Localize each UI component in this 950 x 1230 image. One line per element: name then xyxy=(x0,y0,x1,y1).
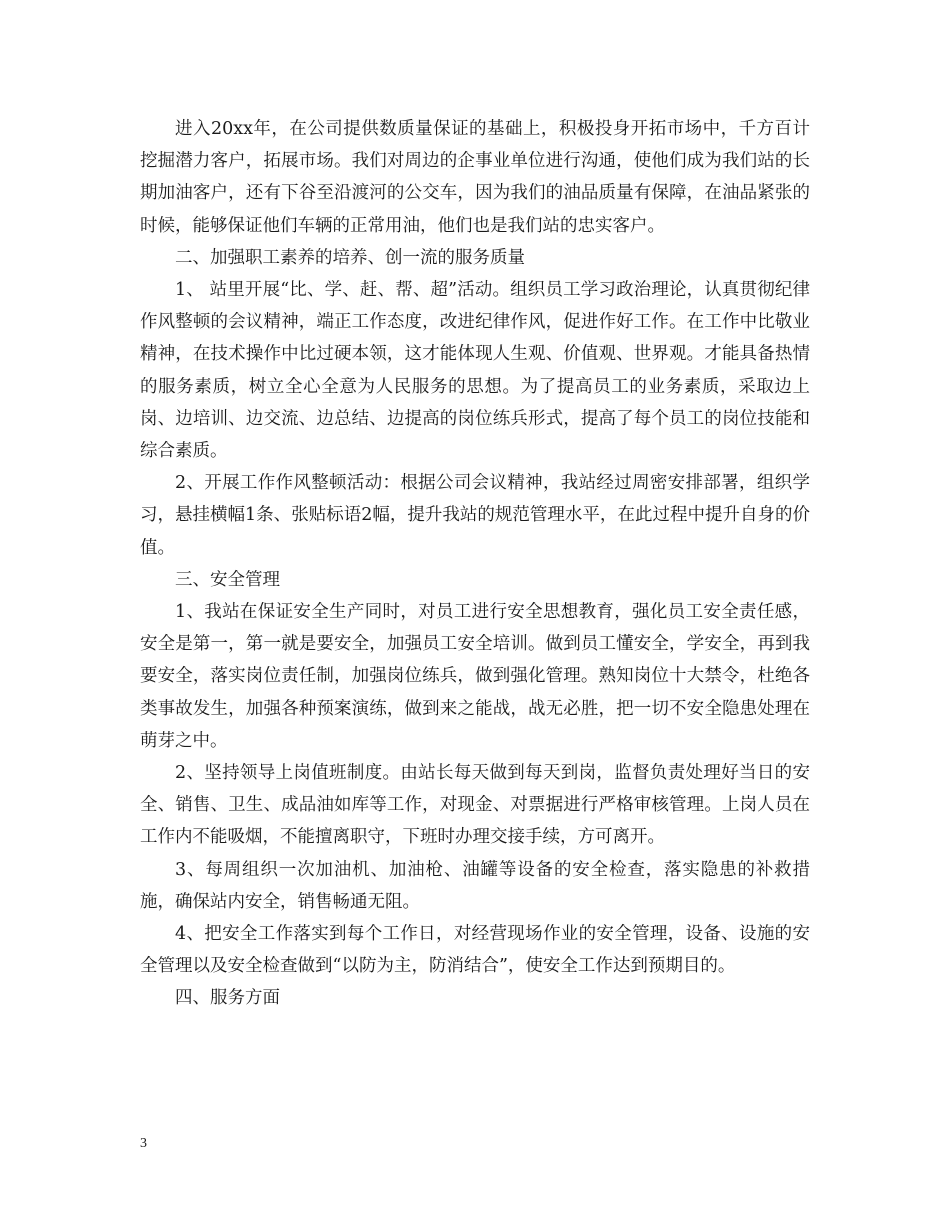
paragraph-daily-safety: 4、把安全工作落实到每个工作日，对经营现场作业的安全管理，设备、设施的安全管理以及安全检查做到“以防为主，防消结合”，使安全工作达到预期目的。 xyxy=(140,924,810,977)
paragraph-duty-system: 2、坚持领导上岗值班制度。由站长每天做到每天到岗，监督负责处理好当日的安全、销售、卫生、成品油如库等工作，对现金、对票据进行严格审核管理。上岗人员在工作内不能吸烟，不能擅离职守，下班时办理交接手续，方可离开。 xyxy=(140,763,810,848)
paragraph-safety-education: 1、我站在保证安全生产同时，对员工进行安全思想教育，强化员工安全责任感，安全是第一，第一就是要安全，加强员工安全培训。做到员工懂安全，学安全，再到我要安全，落实岗位责任制，加强岗位练兵，做到强化管理。熟知岗位十大禁令，杜绝各类事故发生，加强各种预案演练，做到来之能战，战无必胜，把一切不安全隐患处理在萌芽之中。 xyxy=(140,602,810,751)
section-heading-staff-quality: 二、加强职工素养的培养、创一流的服务质量 xyxy=(175,247,525,268)
paragraph-equipment-inspection: 3、每周组织一次加油机、加油枪、油罐等设备的安全检查，落实隐患的补救措施，确保站内安全，销售畅通无阻。 xyxy=(140,859,810,912)
paragraph-market-expansion: 进入20xx年，在公司提供数质量保证的基础上，积极投身开拓市场中，千方百计挖掘潜力客户，拓展市场。我们对周边的企事业单位进行沟通，使他们成为我们站的长期加油客户，还有下谷至沿渡河的公交车，因为我们的油品质量有保障，在油品紧张的时候，能够保证他们车辆的正常用油，他们也是我们站的忠实客户。 xyxy=(140,119,810,236)
paragraph-competition-activity: 1、 站里开展“比、学、赶、帮、超”活动。组织员工学习政治理论，认真贯彻纪律作风整顿的会议精神，端正工作态度，改进纪律作风，促进作好工作。在工作中比敬业精神，在技术操作中比过硬本领，这才能体现人生观、价值观、世界观。才能具备热情的服务素质，树立全心全意为人民服务的思想。为了提高员工的业务素质，采取边上岗、边培训、边交流、边总结、边提高的岗位练兵形式，提高了每个员工的岗位技能和综合素质。 xyxy=(140,280,810,462)
section-heading-service: 四、服务方面 xyxy=(175,988,280,1009)
document-body xyxy=(140,113,810,1015)
section-heading-safety-management: 三、安全管理 xyxy=(175,569,280,590)
paragraph-work-style-rectification: 2、开展工作作风整顿活动：根据公司会议精神，我站经过周密安排部署，组织学习，悬挂横幅1条、张贴标语2幅，提升我站的规范管理水平，在此过程中提升自身的价值。 xyxy=(140,473,810,558)
page-number: 3 xyxy=(140,1136,147,1151)
